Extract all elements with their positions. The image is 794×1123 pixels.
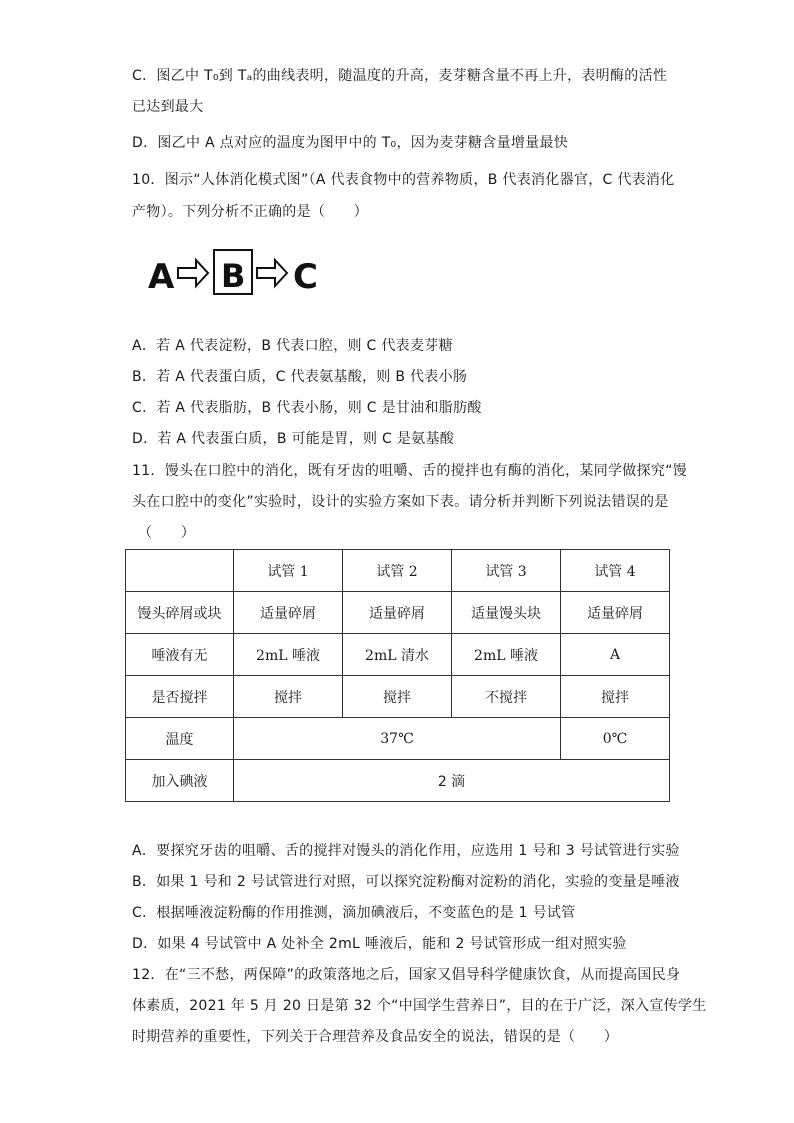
q11-option-d: D．如果 4 号试管中 A 处补全 2mL 唾液后，能和 2 号试管形成一组对照实验 (132, 936, 627, 952)
q10-option-a: A．若 A 代表淀粉，B 代表口腔，则 C 代表麦芽糖 (132, 338, 453, 354)
table-row-label: 加入碘液 (126, 760, 234, 802)
q10-stem-line2: 产物）。下列分析不正确的是（ ） (132, 204, 369, 220)
table-header-tube-1: 试管 1 (234, 550, 343, 592)
table-row (126, 634, 670, 676)
q10-option-c: C．若 A 代表脂肪，B 代表小肠，则 C 是甘油和脂肪酸 (132, 400, 482, 416)
q9-option-c-line1: C．图乙中 T₀到 Tₐ的曲线表明，随温度的升高，麦芽糖含量不再上升，表明酶的活性 (132, 68, 668, 84)
table-cell: 适量碎屑 (234, 592, 343, 634)
table-cell: 适量馒头块 (452, 592, 561, 634)
table-cell: 2mL 清水 (343, 634, 452, 676)
q11-option-b: B．如果 1 号和 2 号试管进行对照，可以探究淀粉酶对淀粉的消化，实验的变量是唾液 (132, 874, 680, 890)
table-header-tube-4: 试管 4 (561, 550, 670, 592)
arrow-b-to-c-icon (257, 260, 287, 286)
table-row (126, 718, 670, 760)
q11-option-a: A．要探究牙齿的咀嚼、舌的搅拌对馒头的消化作用，应选用 1 号和 3 号试管进行实验 (132, 843, 680, 859)
table-row-label: 馒头碎屑或块 (126, 592, 234, 634)
arrow-a-to-b-icon (178, 260, 208, 286)
table-cell (126, 550, 234, 592)
q11-option-c: C．根据唾液淀粉酶的作用推测，滴加碘液后，不变蓝色的是 1 号试管 (132, 905, 576, 921)
diagram-label-b: B (221, 257, 246, 295)
table-cell: 0℃ (561, 718, 670, 760)
q12-stem-line3: 时期营养的重要性，下列关于合理营养及食品安全的说法，错误的是（ ） (132, 1029, 619, 1045)
table-cell: 不搅拌 (452, 676, 561, 718)
q11-stem-line1: 11．馒头在口腔中的消化，既有牙齿的咀嚼、舌的搅拌也有酶的消化，某同学做探究“馒 (132, 463, 688, 479)
table-cell: 适量碎屑 (561, 592, 670, 634)
table-row-label: 是否搅拌 (126, 676, 234, 718)
experiment-table (125, 549, 670, 802)
digestion-model-diagram (148, 244, 328, 300)
table-cell: 搅拌 (234, 676, 343, 718)
table-cell-merged: 37℃ (234, 718, 561, 760)
table-cell: 2mL 唾液 (234, 634, 343, 676)
table-header-row (126, 550, 670, 592)
q11-stem-line3: （ ） (138, 525, 196, 541)
q10-option-b: B．若 A 代表蛋白质，C 代表氨基酸，则 B 代表小肠 (132, 369, 468, 385)
table-row-label: 温度 (126, 718, 234, 760)
table-cell: 搅拌 (343, 676, 452, 718)
table-cell: 适量碎屑 (343, 592, 452, 634)
table-row (126, 676, 670, 718)
table-cell: 搅拌 (561, 676, 670, 718)
diagram-label-a: A (148, 257, 175, 297)
q9-option-c-line2: 已达到最大 (132, 99, 204, 115)
q10-option-d: D．若 A 代表蛋白质，B 可能是胃，则 C 是氨基酸 (132, 431, 455, 447)
table-header-tube-3: 试管 3 (452, 550, 561, 592)
q12-stem-line1: 12．在“三不愁，两保障”的政策落地之后，国家又倡导科学健康饮食，从而提高国民身 (132, 967, 681, 983)
table-row (126, 592, 670, 634)
table-row (126, 760, 670, 802)
table-cell: A (561, 634, 670, 676)
table-cell: 2mL 唾液 (452, 634, 561, 676)
table-row-label: 唾液有无 (126, 634, 234, 676)
diagram-label-c: C (293, 257, 318, 297)
table-cell-merged: 2 滴 (234, 760, 670, 802)
q11-stem-line2: 头在口腔中的变化”实验时，设计的实验方案如下表。请分析并判断下列说法错误的是 (132, 494, 669, 510)
q12-stem-line2: 体素质，2021 年 5 月 20 日是第 32 个“中国学生营养日”，目的在于广泛，深入宣传学生 (132, 998, 707, 1014)
table-header-tube-2: 试管 2 (343, 550, 452, 592)
q9-option-d: D．图乙中 A 点对应的温度为图甲中的 T₀，因为麦芽糖含量增量最快 (132, 135, 569, 151)
q10-stem-line1: 10．图示“人体消化模式图”（A 代表食物中的营养物质，B 代表消化器官，C 代表消化 (132, 172, 675, 188)
